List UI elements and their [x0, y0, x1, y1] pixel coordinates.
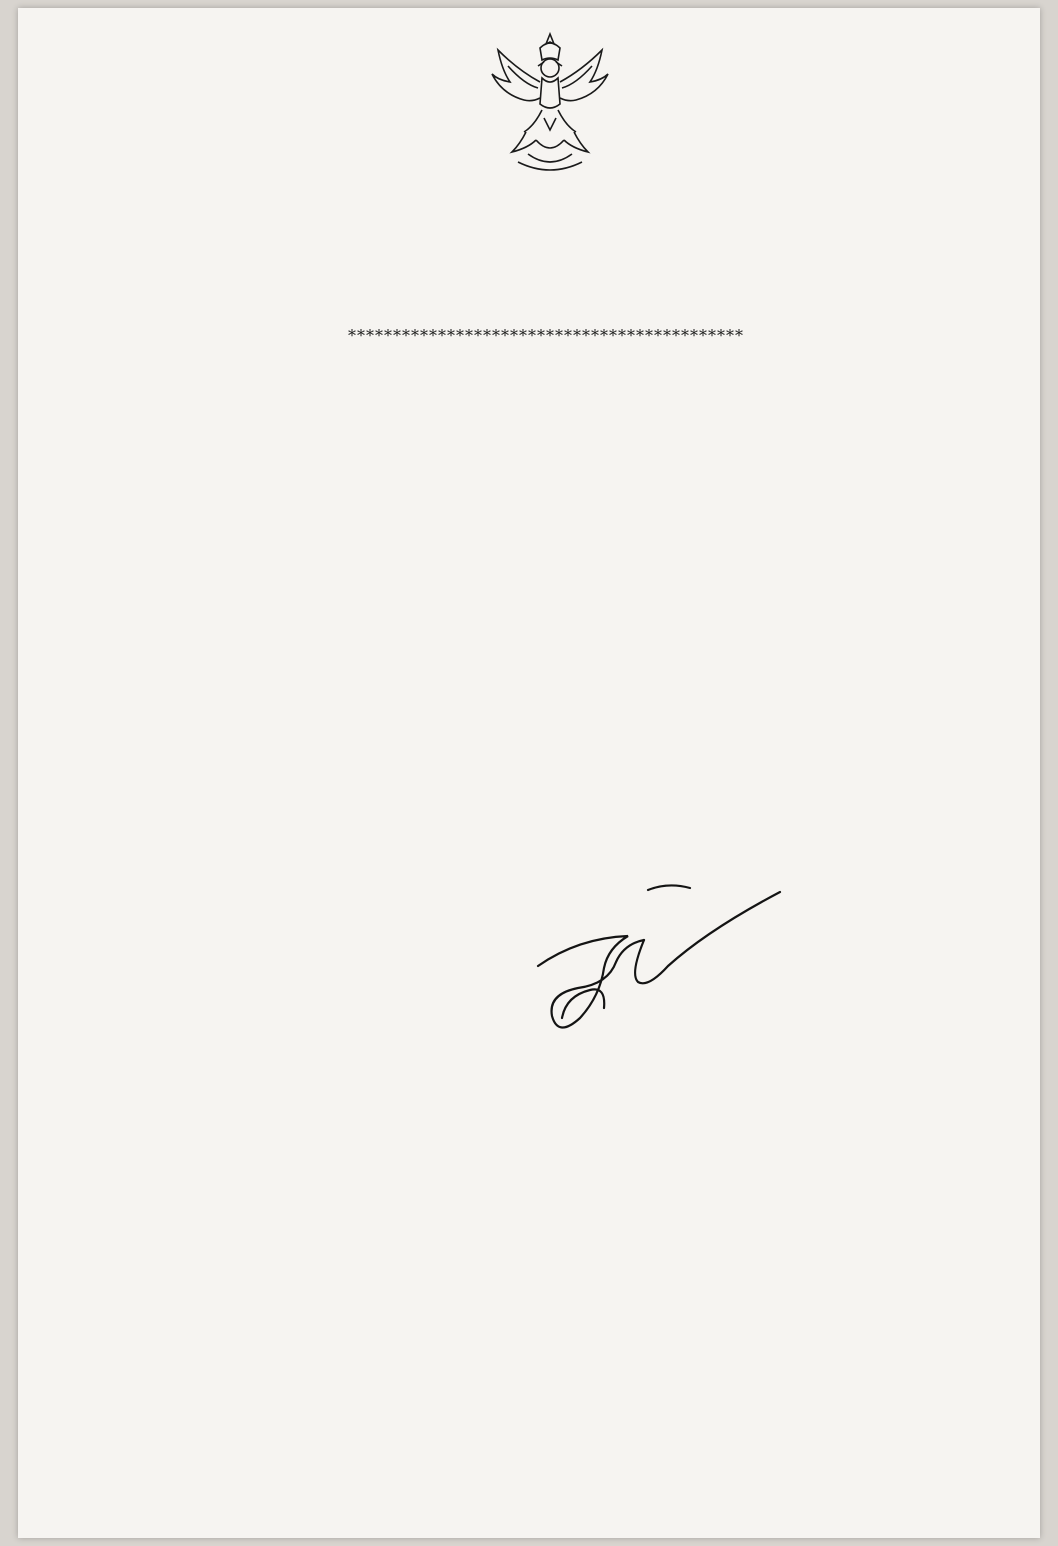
- garuda-emblem-icon: [488, 30, 613, 175]
- handwritten-signature: [518, 878, 818, 1043]
- asterisk-divider: ********************************************: [348, 326, 744, 345]
- document-page: [18, 8, 1040, 1538]
